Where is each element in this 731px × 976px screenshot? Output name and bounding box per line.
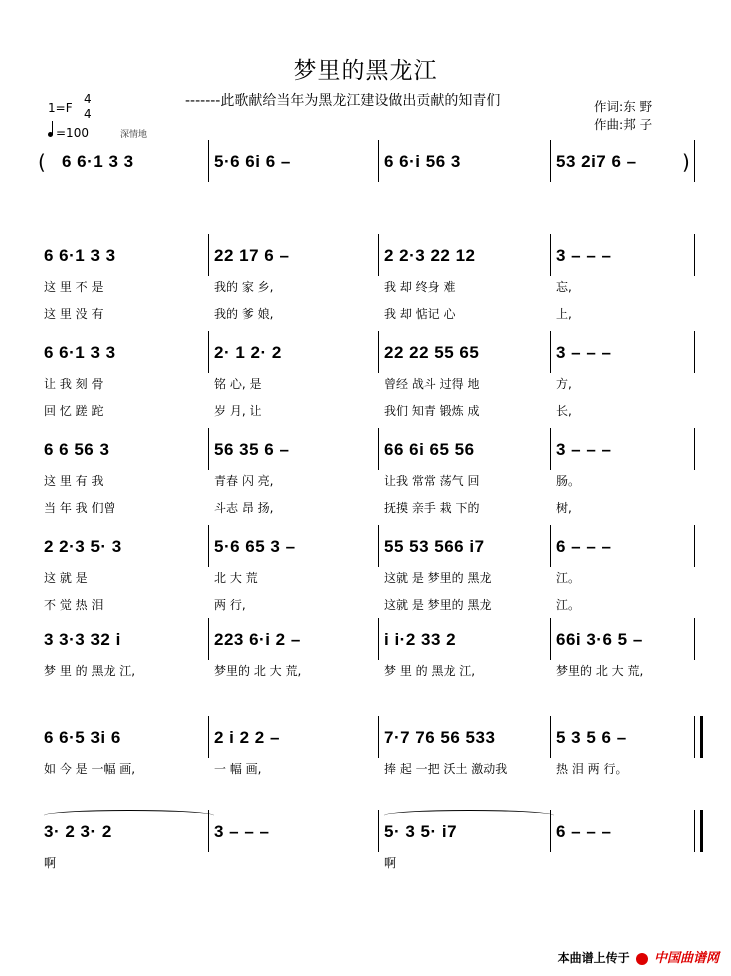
- page-title: 梦里的黑龙江: [293, 58, 438, 84]
- lyric-verse-1: 这 里 不 是: [44, 280, 104, 294]
- measure-notes: 5·6 6i 6 –: [214, 152, 291, 171]
- lyric-verse-2: 树,: [556, 501, 572, 515]
- lyric-verse-1: 梦 里 的 黑龙 江,: [384, 664, 476, 678]
- lyric-verse-2: 我 却 惦记 心: [384, 307, 456, 321]
- barline: [208, 331, 209, 373]
- measure-notes: 55 53 566 i7: [384, 537, 485, 556]
- slur-arc: [44, 810, 214, 821]
- lyric-verse-2: 上,: [556, 307, 572, 321]
- intro-open-paren: (: [38, 150, 46, 174]
- barline: [694, 618, 695, 660]
- time-signature: [84, 92, 92, 122]
- measure-notes: 6 – – –: [556, 822, 612, 841]
- lyric-verse-2: 回 忆 蹉 跎: [44, 404, 104, 418]
- barline: [378, 525, 379, 567]
- lyric-verse-1: 肠。: [556, 474, 581, 488]
- tempo-marking: [48, 126, 89, 140]
- expression-mark: 深情地: [120, 130, 148, 140]
- barline: [208, 428, 209, 470]
- measure-notes: 2· 1 2· 2: [214, 343, 282, 362]
- lyric-verse-1: 曾经 战斗 过得 地: [384, 377, 480, 391]
- lyric-verse-1: 这 里 有 我: [44, 474, 104, 488]
- measure-notes: 6 6·1 3 3: [44, 246, 116, 265]
- measure-notes: 2 2·3 5· 3: [44, 537, 122, 556]
- barline: [208, 618, 209, 660]
- measure-notes: 2 i 2 2 –: [214, 728, 280, 747]
- measure-notes: 6 6·1 3 3: [62, 152, 134, 171]
- lyric-verse-1: 青春 闪 亮,: [214, 474, 274, 488]
- measure-notes: 3 – – –: [556, 343, 612, 362]
- measure-notes: 6 6 56 3: [44, 440, 110, 459]
- measure-notes: i i·2 33 2: [384, 630, 457, 649]
- lyric-verse-2: 岁 月, 让: [214, 404, 262, 418]
- lyric-verse-1: 一 幅 画,: [214, 762, 262, 776]
- barline: [550, 525, 551, 567]
- barline: [550, 234, 551, 276]
- lyric-verse-2: 我们 知青 锻炼 成: [384, 404, 480, 418]
- lyric-verse-2: 这 里 没 有: [44, 307, 104, 321]
- measure-notes: 66 6i 65 56: [384, 440, 475, 459]
- slur-arc: [384, 810, 554, 821]
- measure-notes: 22 17 6 –: [214, 246, 290, 265]
- barline: [378, 716, 379, 758]
- composer: 作曲:邦 子: [594, 117, 653, 132]
- lyric-verse-1: 方,: [556, 377, 572, 391]
- lyric-verse-1: 这就 是 梦里的 黑龙: [384, 571, 492, 585]
- intro-close-paren: ): [682, 150, 690, 174]
- barline: [208, 140, 209, 182]
- lyric-verse-1: 梦 里 的 黑龙 江,: [44, 664, 136, 678]
- measure-notes: 223 6·i 2 –: [214, 630, 301, 649]
- measure-notes: 56 35 6 –: [214, 440, 290, 459]
- barline: [694, 331, 695, 373]
- final-barline: [694, 810, 703, 852]
- barline: [694, 428, 695, 470]
- lyric-verse-1: 这 就 是: [44, 571, 88, 585]
- barline: [378, 331, 379, 373]
- lyric-verse-1: 北 大 荒: [214, 571, 258, 585]
- barline: [550, 716, 551, 758]
- barline: [378, 140, 379, 182]
- barline: [208, 525, 209, 567]
- lyric-verse-1: 梦里的 北 大 荒,: [214, 664, 302, 678]
- measure-notes: 3· 2 3· 2: [44, 822, 112, 841]
- measure-notes: 22 22 55 65: [384, 343, 480, 362]
- lyric-verse-1: 如 今 是 一幅 画,: [44, 762, 136, 776]
- barline: [378, 810, 379, 852]
- lyric-verse-2: 这就 是 梦里的 黑龙: [384, 598, 492, 612]
- measure-notes: 7·7 76 56 533: [384, 728, 496, 747]
- lyric-verse-1: 我的 家 乡,: [214, 280, 274, 294]
- lyric-verse-1: 让我 常常 荡气 回: [384, 474, 480, 488]
- barline: [378, 618, 379, 660]
- measure-notes: 5 3 5 6 –: [556, 728, 627, 747]
- barline: [550, 618, 551, 660]
- measure-notes: 2 2·3 22 12: [384, 246, 476, 265]
- lyric-verse-2: 两 行,: [214, 598, 246, 612]
- lyric-verse-1: 梦里的 北 大 荒,: [556, 664, 644, 678]
- site-logo-icon: [636, 953, 648, 965]
- measure-notes: 3 – – –: [556, 246, 612, 265]
- barline: [550, 140, 551, 182]
- lyric-verse-1: 让 我 刻 骨: [44, 377, 104, 391]
- site-name: 中国曲谱网: [653, 951, 719, 966]
- lyricist: 作词:东 野: [594, 99, 653, 114]
- lyric-verse-2: 斗志 昂 扬,: [214, 501, 274, 515]
- barline: [694, 140, 695, 182]
- lyric-verse-2: 我的 爹 娘,: [214, 307, 274, 321]
- barline: [550, 331, 551, 373]
- lyric-verse-1: 捧 起 一把 沃土 激动我: [384, 762, 508, 776]
- lyric-verse-1: 热 泪 两 行。: [556, 762, 628, 776]
- measure-notes: 6 6·1 3 3: [44, 343, 116, 362]
- measure-notes: 3 – – –: [214, 822, 270, 841]
- lyric-verse-2: 长,: [556, 404, 572, 418]
- measure-notes: 5·6 65 3 –: [214, 537, 296, 556]
- barline: [694, 525, 695, 567]
- barline: [694, 234, 695, 276]
- measure-notes: 6 6·5 3i 6: [44, 728, 121, 747]
- lyric-verse-1: 忘,: [556, 280, 572, 294]
- barline: [378, 428, 379, 470]
- measure-notes: 6 – – –: [556, 537, 612, 556]
- upload-text: 本曲谱上传于: [557, 951, 630, 965]
- key-label: 1=F: [48, 101, 73, 115]
- barline: [208, 234, 209, 276]
- lyric-verse-2: 不 觉 热 泪: [44, 598, 104, 612]
- barline: [378, 234, 379, 276]
- lyric-verse-2: 当 年 我 们曾: [44, 501, 116, 515]
- time-bottom: 4: [84, 107, 92, 121]
- time-top: 4: [84, 92, 92, 106]
- dedication-subtitle: -------此歌献给当年为黑龙江建设做出贡献的知青们: [185, 93, 501, 109]
- tempo-value: =100: [56, 126, 89, 140]
- measure-notes: 3 3·3 32 i: [44, 630, 121, 649]
- measure-notes: 3 – – –: [556, 440, 612, 459]
- lyric-verse-2: 江。: [556, 598, 581, 612]
- measure-notes: 53 2i7 6 –: [556, 152, 637, 171]
- measure-notes: 6 6·i 56 3: [384, 152, 461, 171]
- measure-notes: 5· 3 5· i7: [384, 822, 458, 841]
- lyric-verse-2: 抚摸 亲手 栽 下的: [384, 501, 480, 515]
- lyric-verse-1: 啊: [44, 856, 57, 870]
- credits: [594, 98, 652, 134]
- key-signature: [48, 92, 92, 121]
- measure-notes: 66i 3·6 5 –: [556, 630, 643, 649]
- lyric-verse-1: 我 却 终身 难: [384, 280, 456, 294]
- lyric-verse-1: 啊: [384, 856, 397, 870]
- barline: [550, 428, 551, 470]
- barline: [694, 716, 703, 758]
- barline: [208, 716, 209, 758]
- footer-credit: [558, 947, 719, 966]
- lyric-verse-1: 江。: [556, 571, 581, 585]
- quarter-note-icon: [48, 132, 53, 137]
- lyric-verse-1: 铭 心, 是: [214, 377, 262, 391]
